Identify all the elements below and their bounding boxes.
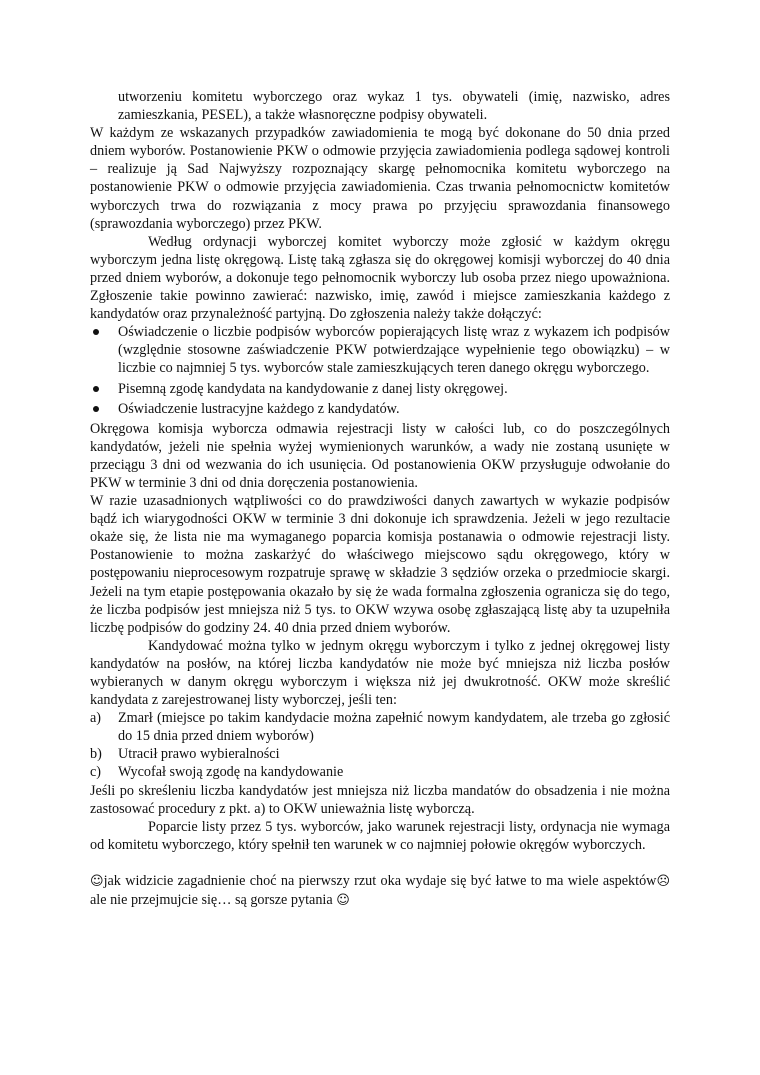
document-page [90,88,670,910]
paragraph-continuation: utworzeniu komitetu wyborczego oraz wykaz 1 tys. obywateli (imię, nazwisko, adres zamieszkania, PESEL), a także własnoręczne podpisy obywateli. [118,89,670,124]
bullet-icon [93,386,99,392]
paragraph-support: Poparcie listy przez 5 tys. wyborców, jako warunek rejestracji listy, ordynacja nie wymaga od komitetu wyborczego, który spełnił ten warunek w co najmniej połowie okręgów wyborczych. [90,818,670,853]
list-item: b) Utracił prawo wybieralności [90,746,280,763]
removal-reasons-list [90,709,670,781]
paragraph-verification: W razie uzasadnionych wątpliwości co do prawdziwości danych zawartych w wykazie podpisów bądź ich wiarygodności OKW w terminie 3 dni dokonuje ich sprawdzenia. Jeżeli w jego rezultacie okaże się, że lista nie ma wymaganego poparcia komisja postanawia o odmowie rejestracji listy. Postanowienie to można zaskarżyć do właściwego miejscowo sądu okręgowego, który w postępowaniu nieprocesowym rozpatruje sprawę w składzie 3 sędziów orzeka o przedmiocie skargi. Jeżeli na tym etapie postępowania okazało by się że wada formalna zgłoszenia ogranicza się do tego, że liczba podpisów jest mniejsza niż 5 tys. to OKW wzywa osobę zgłaszającą listę aby ta uzupełniła liczbę podpisów do godziny 24. 40 dnia przed dniem wyborów. [90,493,670,636]
paragraph-district-list: Według ordynacji wyborczej komitet wyborczy może zgłosić w każdym okręgu wyborczym jedna listę okręgową. Listę taką zgłasza się do okręgowej komisji wyborczej do 40 dnia przed dniem wyborów, a dokonuje tego pełnomocnik wyborczy lub osoba przez niego upoważniona. Zgłoszenie takie powinno zawierać: nazwisko, imię, zawód i miejsce zamieszkania każdego z kandydatów oraz przynależność partyjną. Do zgłoszenia należy także dołączyć: [90,233,670,323]
paragraph-refusal: Okręgowa komisja wyborcza odmawia rejestracji listy w całości lub, co do poszczególnych kandydatów, jeżeli nie spełnia wyżej wymienionych warunków, a wady nie zostaną usunięte w przeciągu 3 dni od wezwania do ich usunięcia. Od postanowienia OKW przysługuje odwołanie do PKW w terminie 3 dni od dnia doręczenia postanowienia. [90,420,670,491]
smile-icon: ☺ [90,873,104,889]
attachments-list [90,323,670,417]
smile-icon: ☺ [336,893,350,909]
bullet-icon [93,329,99,335]
closing-remark: ☺jak widzicie zagadnienie choć na pierwszy rzut oka wydaje się być łatwe to ma wiele aspektów☹ ale nie przejmujcie się… są gorsze pytania ☺ [90,872,670,909]
frown-icon: ☹ [656,873,670,889]
list-item: Pisemną zgodę kandydata na kandydowanie z danej listy okręgowej. [90,380,670,398]
list-item: a) Zmarł (miejsce po takim kandydacie można zapełnić nowym kandydatem, ale trzeba go zgłosić do 15 dnia przed dniem wyborów) [90,710,670,745]
paragraph-notification-deadline: W każdym ze wskazanych przypadków zawiadomienia te mogą być dokonane do 50 dnia przed dniem wyborów. Postanowienie PKW o odmowie przyjęcia zawiadomienia podlega sądowej kontroli – realizuje ją Sad Najwyższy rozpoznający skargę pełnomocnika komitetu wyborczego na postanowienie PKW o odmowie przyjęcia zawiadomienia. Czas trwania pełnomocnictw komitetów wyborczych trwa do rozwiązania z mocy prawa po przyjęciu sprawozdania finansowego (sprawozdania wyborczego) przez PKW. [90,125,670,232]
paragraph-candidacy: Kandydować można tylko w jednym okręgu wyborczym i tylko z jednej okręgowej listy kandydatów na posłów, na której liczba kandydatów nie może być mniejsza niż liczba posłów wybieranych w danym okręgu wyborczym i większa niż jej dwukrotność. OKW może skreślić kandydata z zarejestrowanej listy wyborczej, jeśli ten: [90,637,670,709]
paragraph-invalidation: Jeśli po skreśleniu liczba kandydatów jest mniejsza niż liczba mandatów do obsadzenia i nie można zastosować procedury z pkt. a) to OKW unieważnia listę wyborczą. [90,782,670,817]
list-item: Oświadczenie lustracyjne każdego z kandydatów. [90,400,670,418]
list-item: c) Wycofał swoją zgodę na kandydowanie [90,764,344,781]
list-item: Oświadczenie o liczbie podpisów wyborców popierających listę wraz z wykazem ich podpisów (względnie stosowne zaświadczenie PKW potwierdzające wypełnienie tego obowiązku) – w liczbie co najmniej 5 tys. wyborców stale zamieszkujących teren danego okręgu wyborczego. [90,323,670,377]
bullet-icon [93,406,99,412]
